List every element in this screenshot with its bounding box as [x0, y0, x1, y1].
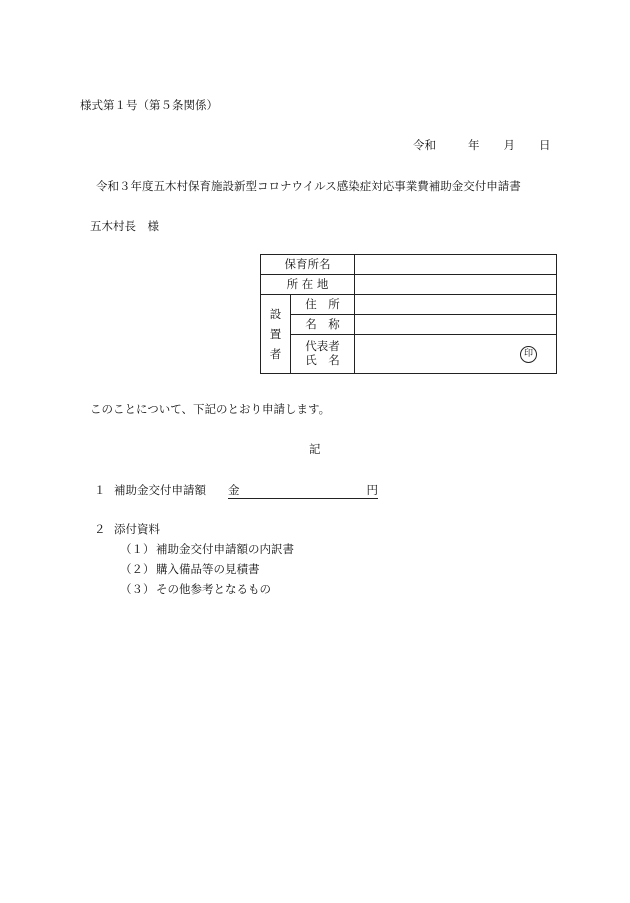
address-label: 住 所: [291, 295, 355, 315]
location-row: [261, 275, 557, 295]
facility-name-label: 保育所名: [261, 255, 355, 275]
name-field[interactable]: [355, 315, 557, 335]
representative-row: [261, 335, 557, 374]
attachment-number: （２）: [120, 562, 155, 576]
attachment-text: 補助金交付申請額の内訳書: [156, 542, 294, 556]
item-1-label: 補助金交付申請額: [114, 483, 206, 497]
founder-char-2: 置: [269, 327, 282, 341]
facility-name-field[interactable]: [355, 255, 557, 275]
amount-suffix: 円: [366, 483, 378, 497]
representative-label: [291, 335, 355, 374]
location-label: 所 在 地: [261, 275, 355, 295]
amount-field[interactable]: [228, 482, 378, 499]
attachment-item: [120, 541, 294, 557]
date-month: 月: [503, 138, 515, 152]
attachment-item: [120, 561, 260, 577]
lead-text: このことについて、下記のとおり申請します。: [90, 402, 331, 416]
item-2-number: ２: [94, 522, 106, 536]
amount-prefix: 金: [228, 483, 240, 497]
facility-name-row: [261, 255, 557, 275]
attachment-number: （１）: [120, 542, 155, 556]
document-title: 令和３年度五木村保育施設新型コロナウイルス感染症対応事業費補助金交付申請書: [96, 179, 521, 193]
date-era: 令和: [413, 138, 436, 152]
address-field[interactable]: [355, 295, 557, 315]
attachment-text: その他参考となるもの: [156, 582, 271, 596]
founder-label: [261, 295, 291, 374]
attachment-number: （３）: [120, 582, 155, 596]
applicant-table: [260, 254, 557, 374]
attachment-text: 購入備品等の見積書: [156, 562, 260, 576]
form-number: 様式第１号（第５条関係）: [80, 98, 218, 112]
item-2-label: 添付資料: [114, 522, 160, 536]
founder-address-row: [261, 295, 557, 315]
representative-label-line1: 代表者: [305, 339, 340, 354]
attachment-item: [120, 581, 271, 597]
item-2: [94, 521, 160, 537]
founder-char-1: 設: [269, 307, 282, 321]
location-field[interactable]: [355, 275, 557, 295]
representative-field[interactable]: [355, 335, 557, 374]
addressee: 五木村長 様: [90, 219, 159, 233]
item-1: [94, 482, 378, 499]
date-line: [413, 137, 551, 153]
founder-char-3: 者: [269, 347, 282, 361]
founder-name-row: [261, 315, 557, 335]
date-day: 日: [539, 138, 551, 152]
representative-label-line2: 氏 名: [305, 353, 340, 367]
date-year: 年: [468, 138, 480, 152]
seal-mark: 印: [520, 346, 537, 363]
name-label: 名 称: [291, 315, 355, 335]
item-1-number: １: [94, 483, 106, 497]
ki-heading: 記: [309, 442, 321, 456]
